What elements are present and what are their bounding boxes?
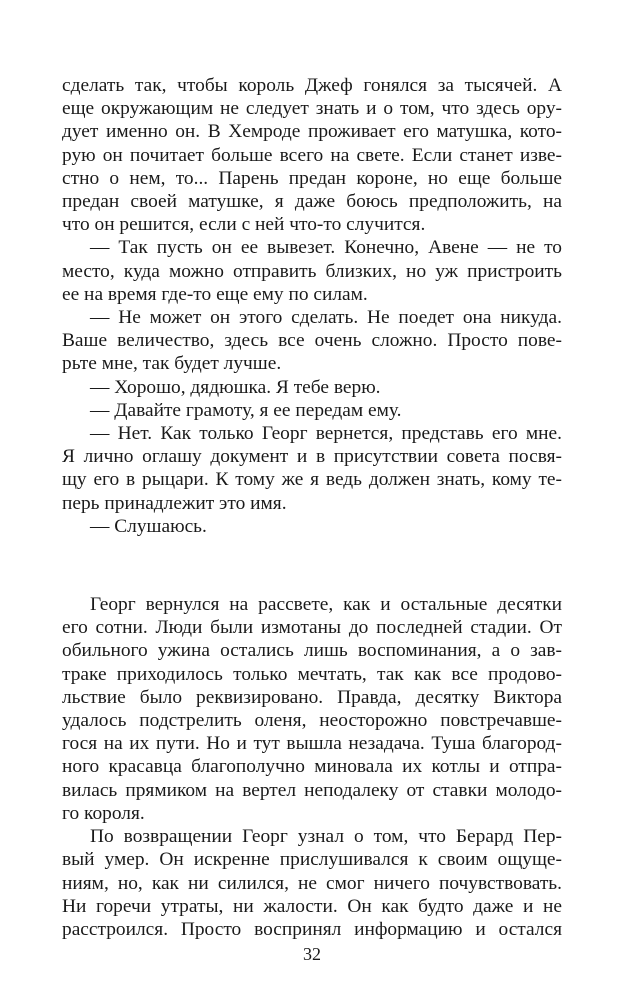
text-line: что он решится, если с ней что-то случится.: [62, 214, 426, 236]
text-line: вый умер. Он искренне прислушивался к своим ощуще-: [62, 849, 562, 871]
text-line: щу его в рыцари. К тому же я ведь должен знать, кому те-: [62, 469, 562, 491]
section-break: [62, 538, 562, 593]
text-line: обильного ужина остались лишь воспоминания, а о зав-: [62, 640, 562, 662]
text-line: — Не может он этого сделать. Не поедет она никуда.: [90, 307, 562, 329]
text-line: гося на их пути. Но и тут вышла незадача. Туша благород-: [62, 733, 562, 755]
text-line: место, куда можно отправить близких, но уж пристроить: [62, 260, 562, 282]
page-number: 32: [303, 944, 321, 964]
text-line: — Нет. Как только Георг вернется, представь его мне.: [90, 423, 562, 445]
text-line: траке приходилось только мечтать, так как все продово-: [62, 663, 562, 685]
text-line: предан своей матушке, я даже боюсь предположить, на: [62, 191, 562, 213]
text-line: дует именно он. В Хемроде проживает его матушка, кото-: [62, 121, 562, 143]
text-line: — Давайте грамоту, я ее передам ему.: [90, 399, 402, 421]
text-line: удалось подстрелить оленя, неосторожно повстречавше-: [62, 710, 562, 732]
text-line: расстроился. Просто воспринял информацию и остался: [62, 918, 562, 940]
text-line: Ваше величество, здесь все очень сложно. Просто пове-: [62, 330, 562, 352]
text-line: По возвращении Георг узнал о том, что Берард Пер-: [90, 826, 562, 848]
text-line: Георг вернулся на рассвете, как и остальные десятки: [90, 594, 562, 616]
text-line: — Хорошо, дядюшка. Я тебе верю.: [90, 376, 381, 398]
text-line: ниям, но, как ни силился, не смог ничего почувствовать.: [62, 872, 562, 894]
text-line: его сотни. Люди были измотаны до последней стадии. От: [62, 617, 562, 639]
text-line: еще окружающим не следует знать и о том, что здесь ору-: [62, 98, 562, 120]
text-line: го короля.: [62, 802, 145, 824]
text-line: сделать так, чтобы король Джеф гонялся за тысячей. А: [62, 75, 562, 96]
text-line: льствие было реквизировано. Правда, десятку Виктора: [62, 686, 562, 708]
text-line: — Так пусть он ее вывезет. Конечно, Авене — не то: [90, 237, 562, 259]
text-section-2: [62, 593, 562, 941]
text-line: перь принадлежит это имя.: [62, 492, 287, 514]
text-line: ее на время где-то еще ему по силам.: [62, 283, 368, 305]
text-line: рьте мне, так будет лучше.: [62, 353, 282, 375]
text-line: рую он почитает больше всего на свете. Если станет изве-: [62, 144, 562, 166]
text-section-1: [62, 74, 562, 538]
text-line: Я лично оглашу документ и в присутствии совета посвя-: [62, 446, 562, 468]
text-line: Ни горечи утраты, ни жалости. Он как будто даже и не: [62, 895, 562, 917]
text-line: ного красавца благополучно миновала их котлы и отпра-: [62, 756, 562, 778]
text-line: стно о нем, то... Парень предан короне, но еще больше: [62, 167, 562, 189]
text-line: вилась прямиком на вертел неподалеку от ставки молодо-: [62, 779, 562, 801]
book-page: [62, 74, 562, 941]
text-line: — Слушаюсь.: [90, 515, 207, 537]
